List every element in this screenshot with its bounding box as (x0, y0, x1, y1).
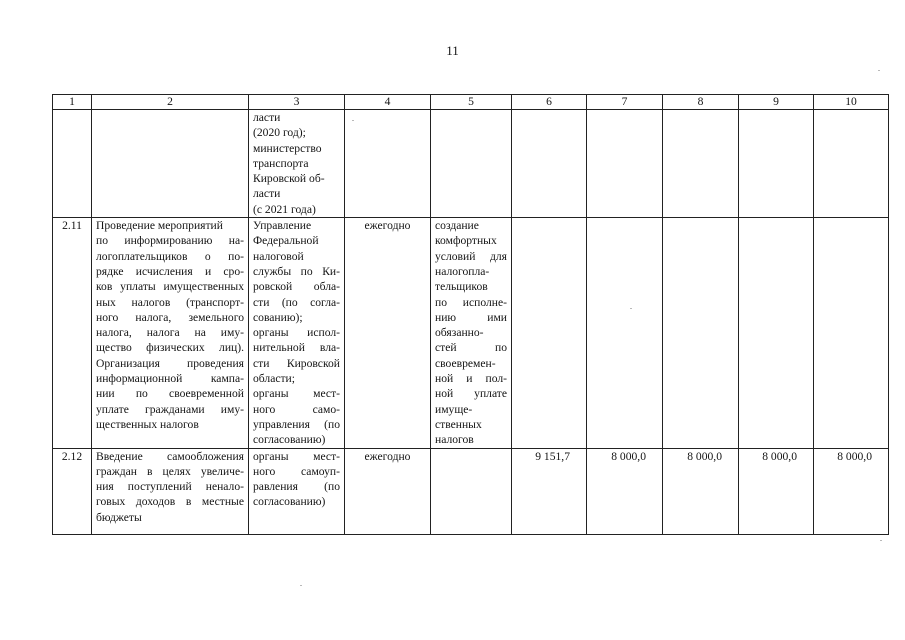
executor-line: органы мест- (253, 387, 340, 401)
table-row (53, 448, 889, 534)
executor-line: согласованию) (253, 495, 326, 509)
value-cell: 8 000,0 (663, 448, 739, 534)
result-line: ной уплате (435, 387, 507, 401)
value-cell (814, 218, 889, 448)
executor-line: управления (по (253, 417, 340, 431)
action-cell (92, 218, 249, 448)
executor-line: сти Кировской (253, 356, 340, 370)
result-line: обязанно- (435, 326, 484, 340)
action-line: ния поступлений ненало- (96, 480, 244, 494)
action-line: уплате гражданами иму- (96, 402, 244, 416)
action-line: щественных налогов (96, 417, 199, 431)
row-number (53, 110, 92, 218)
result-line: нию ими (435, 310, 507, 324)
column-number: 4 (345, 95, 431, 110)
value-cell (512, 110, 587, 218)
row-number: 2.12 (53, 448, 92, 534)
value-cell: 9 151,7 (512, 448, 587, 534)
column-number: 7 (587, 95, 663, 110)
executor-line: (с 2021 года) (253, 202, 316, 216)
action-line: логоплательщиков о по- (96, 249, 244, 263)
scan-speck (878, 70, 880, 71)
executor-line: транспорта (253, 156, 309, 170)
measures-table (52, 94, 889, 535)
result-line: комфортных (435, 234, 497, 248)
result-line: налогопла- (435, 264, 490, 278)
executor-line: сованию); (253, 310, 303, 324)
table-row (53, 218, 889, 448)
executor-line: службы по Ки- (253, 264, 340, 278)
value-cell (814, 110, 889, 218)
executor-cell (249, 110, 345, 218)
action-line: бюджеты (96, 510, 142, 524)
term-cell (345, 110, 431, 218)
value-cell (587, 218, 663, 448)
action-line: Введение самообложения (96, 449, 244, 463)
value-cell (512, 218, 587, 448)
value-cell (663, 110, 739, 218)
executor-line: ного само- (253, 402, 340, 416)
column-number-row (53, 95, 889, 110)
action-line: щество физических лиц). (96, 341, 244, 355)
executor-line: Управление (253, 219, 312, 233)
executor-line: равления (по (253, 480, 340, 494)
value-cell: 8 000,0 (739, 448, 814, 534)
action-line: ных налогов (транспорт- (96, 295, 244, 309)
column-number: 10 (814, 95, 889, 110)
executor-line: ровской обла- (253, 280, 340, 294)
executor-line: ласти (253, 111, 281, 124)
action-line: Организация проведения (96, 356, 244, 370)
result-line: тельщиков (435, 280, 488, 294)
executor-line: согласованию) (253, 433, 326, 447)
value-cell: 8 000,0 (814, 448, 889, 534)
column-number: 3 (249, 95, 345, 110)
executor-line: ласти (253, 187, 281, 201)
executor-line: министерство (253, 141, 322, 155)
executor-line: органы мест- (253, 449, 340, 463)
executor-line: ного самоуп- (253, 464, 340, 478)
column-number: 6 (512, 95, 587, 110)
result-line: создание (435, 219, 479, 233)
result-cell (431, 448, 512, 534)
scan-speck (352, 120, 354, 121)
column-number: 9 (739, 95, 814, 110)
action-line: граждан в целях увеличе- (96, 464, 244, 478)
executor-line: Кировской об- (253, 172, 325, 186)
term-cell: ежегодно (345, 448, 431, 534)
executor-line: Федеральной (253, 234, 319, 248)
result-cell (431, 218, 512, 448)
result-line: ственных (435, 417, 482, 431)
scan-speck (880, 540, 882, 541)
result-line: условий для (435, 249, 507, 263)
result-line: ной и пол- (435, 372, 507, 386)
value-cell (739, 110, 814, 218)
action-line: Проведение мероприятий (96, 219, 223, 233)
column-number: 2 (92, 95, 249, 110)
action-cell (92, 448, 249, 534)
action-cell (92, 110, 249, 218)
scan-speck (630, 308, 632, 309)
result-line: имуще- (435, 402, 473, 416)
executor-cell (249, 218, 345, 448)
column-number: 1 (53, 95, 92, 110)
result-line: стей по (435, 341, 507, 355)
action-line: информационной кампа- (96, 372, 244, 386)
executor-line: (2020 год); (253, 126, 306, 140)
scan-speck (300, 585, 302, 586)
result-line: своевремен- (435, 356, 496, 370)
action-line: рядке исчисления и сро- (96, 264, 244, 278)
executor-line: сти (по согла- (253, 295, 340, 309)
column-number: 8 (663, 95, 739, 110)
value-cell (663, 218, 739, 448)
result-line: по исполне- (435, 295, 507, 309)
table-row (53, 110, 889, 218)
executor-line: органы испол- (253, 326, 340, 340)
action-line: ков уплаты имущественных (96, 280, 244, 294)
term-cell: ежегодно (345, 218, 431, 448)
page-number: 11 (446, 43, 459, 58)
value-cell (587, 110, 663, 218)
executor-line: области; (253, 372, 295, 386)
action-line: говых доходов в местные (96, 495, 244, 509)
action-line: ного налога, земельного (96, 310, 244, 324)
result-line: налогов (435, 433, 474, 447)
action-line: по информированию на- (96, 234, 244, 248)
column-number: 5 (431, 95, 512, 110)
executor-cell (249, 448, 345, 534)
row-number: 2.11 (53, 218, 92, 448)
action-line: налога, налога на иму- (96, 326, 244, 340)
value-cell (739, 218, 814, 448)
action-line: нии по своевременной (96, 387, 244, 401)
executor-line: налоговой (253, 249, 304, 263)
value-cell: 8 000,0 (587, 448, 663, 534)
result-cell (431, 110, 512, 218)
executor-line: нительной вла- (253, 341, 340, 355)
